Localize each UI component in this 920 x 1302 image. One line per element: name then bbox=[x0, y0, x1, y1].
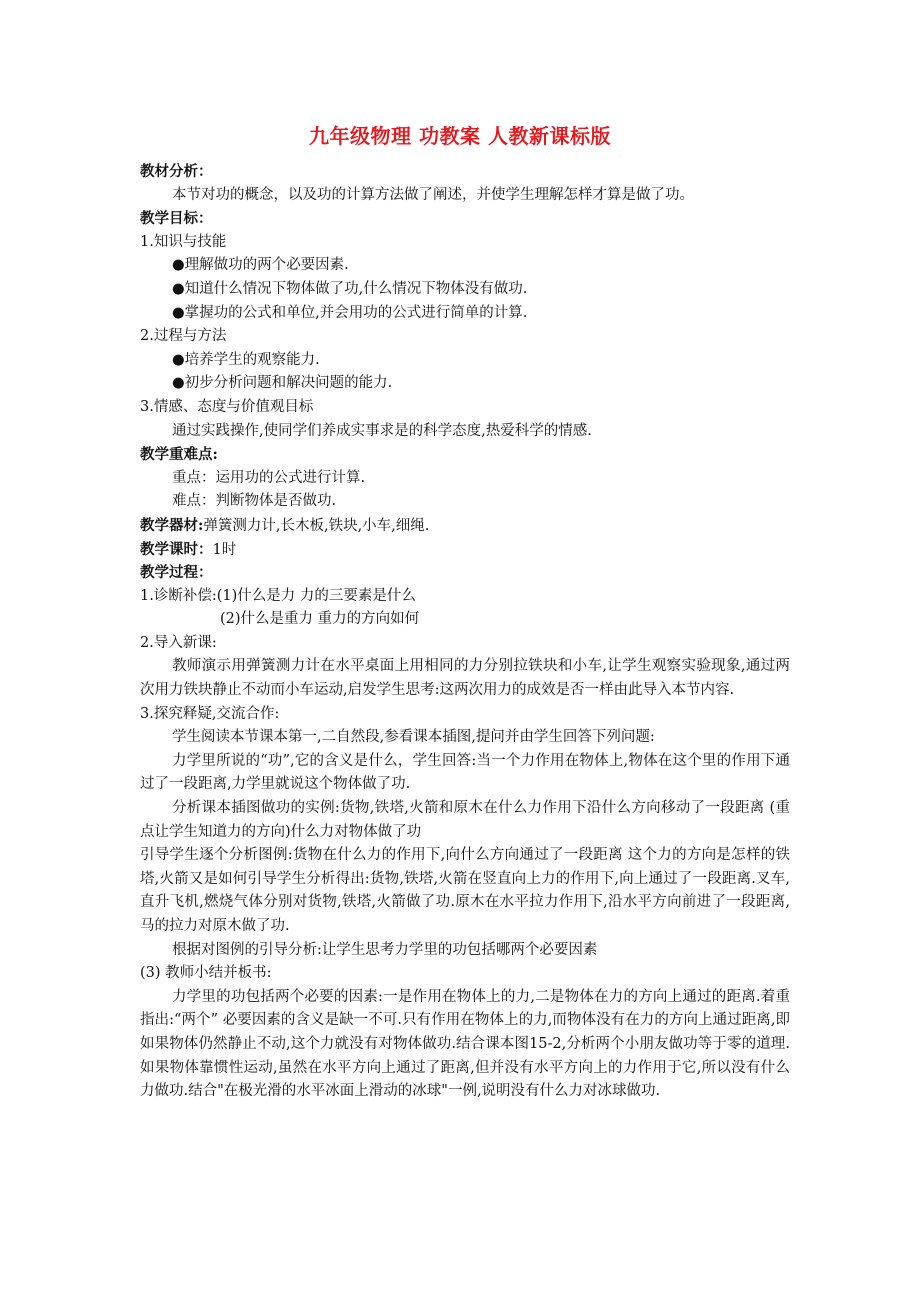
goal3-heading: 3.情感、态度与价值观目标 bbox=[140, 398, 314, 415]
hard-point: 难点：判断物体是否做功. bbox=[172, 493, 337, 510]
document-body bbox=[140, 160, 790, 1104]
section-heading-equipment: 教学器材: bbox=[140, 516, 204, 534]
goal1-item: ●知道什么情况下物体做了功,什么情况下物体没有做功. bbox=[172, 280, 528, 297]
goal1-item: ●理解做功的两个必要因素. bbox=[172, 257, 349, 274]
analysis-text: 本节对功的概念，以及功的计算方法做了阐述，并使学生理解怎样才算是做了功。 bbox=[172, 186, 694, 203]
step1-line: (2)什么是重力 重力的方向如何 bbox=[220, 611, 420, 628]
goal2-heading: 2.过程与方法 bbox=[140, 328, 227, 345]
step3-paragraph: 力学里所说的“功”,它的含义是什么，学生回答:当一个力作用在物体上,物体在这个里的作用下通过了一段距离,力学里就说这个物体做了功. bbox=[140, 752, 790, 793]
hours-text: 1时 bbox=[212, 541, 237, 558]
step3-paragraph: 学生阅读本节课本第一,二自然段,参看课本插图,提问并由学生回答下列问题: bbox=[172, 729, 655, 746]
section-heading-goals: 教学目标： bbox=[140, 210, 213, 228]
goal3-text: 通过实践操作,使同学们养成实事求是的科学态度,热爱科学的情感. bbox=[172, 422, 592, 439]
step3-paragraph: 根据对图例的引导分析:让学生思考力学里的功包括哪两个必要因素 bbox=[172, 941, 598, 958]
document-title: 九年级物理 功教案 人教新课标版 bbox=[309, 124, 611, 148]
step3-subheading: (3) 教师小结并板书: bbox=[140, 965, 272, 982]
goal2-item: ●培养学生的观察能力. bbox=[172, 351, 320, 368]
goal1-heading: 1.知识与技能 bbox=[140, 233, 227, 250]
section-heading-analysis: 教材分析： bbox=[140, 163, 213, 180]
section-heading-key-points: 教学重难点: bbox=[140, 446, 218, 464]
equipment-line bbox=[140, 514, 790, 538]
section-heading-process: 教学过程： bbox=[140, 564, 213, 582]
hours-line bbox=[140, 538, 790, 562]
goal1-item: ●掌握功的公式和单位,并会用功的公式进行简单的计算. bbox=[172, 304, 528, 321]
step3-paragraph: 引导学生逐个分析图例:货物在什么力的作用下,向什么方向通过了一段距离 这个力的方向是怎样的铁塔,火箭又是如何引导学生分析得出:货物,铁塔,火箭在竖直向上力的作用下,向上通过了一段距离.叉车,直升飞机,燃烧气体分别对货物,铁塔,火箭做了功.原木在水平拉力作用下,沿水平方向前进了一段距离,马的拉力对原木做了功. bbox=[140, 847, 790, 934]
goal2-item: ●初步分析问题和解决问题的能力. bbox=[172, 375, 393, 392]
section-heading-hours: 教学课时： bbox=[140, 540, 213, 558]
step2-heading: 2.导入新课: bbox=[140, 634, 217, 651]
step3-paragraph: 分析课本插图做功的实例:货物,铁塔,火箭和原木在什么力作用下沿什么方向移动了一段距离 (重点让学生知道力的方向)什么力对物体做了功 bbox=[140, 800, 790, 840]
step1-line: 1.诊断补偿:(1)什么是力 力的三要素是什么 bbox=[140, 587, 416, 604]
step3-paragraph: 力学里的功包括两个必要的因素:一是作用在物体上的力,二是物体在力的方向上通过的距离.着重指出:“两个” 必要因素的含义是缺一不可.只有作用在物体上的力,而物体没有在力的方向上通过距离,即如果物体仍然静止不动,这个力就没有对物体做功.结合课本图15-2,分析两个小朋友做功等于零的道理.如果物体靠惯性运动,虽然在水平方向上通过了距离,但并没有水平方向上的力作用于它,所以没有什么力做功.结合"在极光滑的水平冰面上滑动的冰球"一例,说明没有什么力对冰球做功. bbox=[140, 988, 790, 1100]
step2-paragraph: 教师演示用弹簧测力计在水平桌面上用相同的力分别拉铁块和小车,让学生观察实验现象,通过两次用力铁块静止不动而小车运动,启发学生思考:这两次用力的成效是否一样由此导入本节内容. bbox=[140, 658, 790, 699]
key-point: 重点：运用功的公式进行计算. bbox=[172, 469, 366, 486]
equipment-text: 弹簧测力计,长木板,铁块,小车,细绳. bbox=[203, 517, 430, 534]
step3-heading: 3.探究释疑,交流合作: bbox=[140, 705, 280, 722]
